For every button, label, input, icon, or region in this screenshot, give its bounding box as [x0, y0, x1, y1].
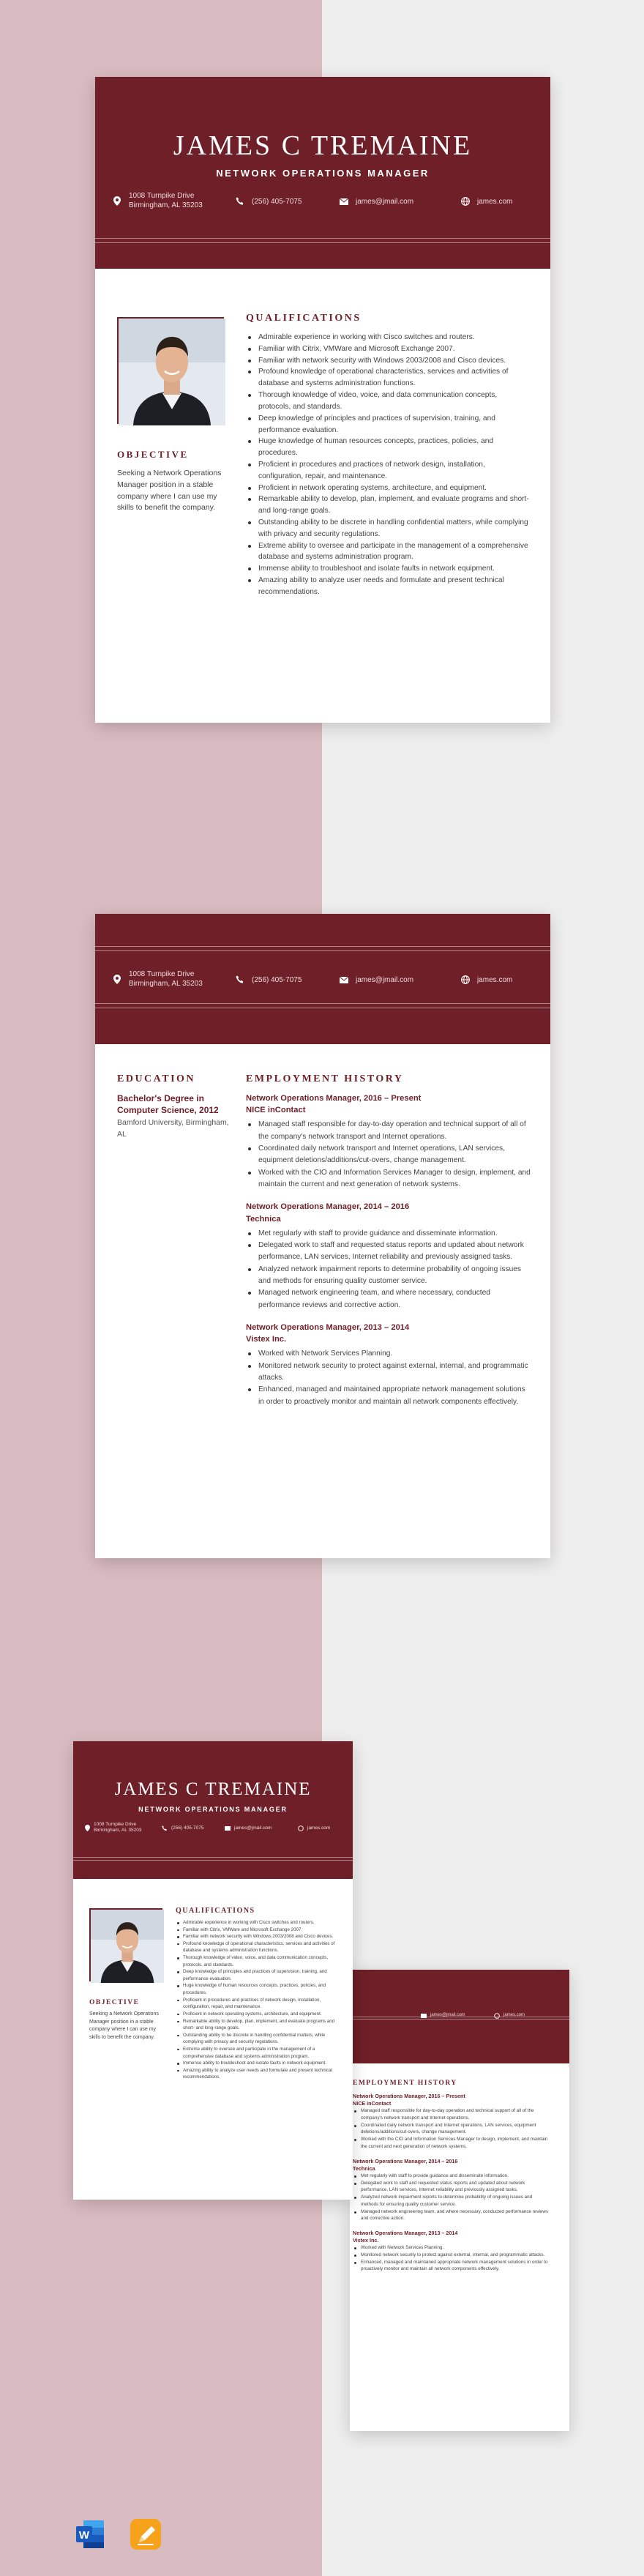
education-heading: EDUCATION — [117, 1073, 196, 1084]
list-item: Admirable experience in working with Cisco switches and routers. — [246, 332, 531, 343]
globe-icon — [460, 196, 471, 207]
job-entry — [353, 2158, 550, 2222]
phone — [234, 196, 302, 207]
resume-header — [350, 1970, 569, 2063]
objective-heading: OBJECTIVE — [117, 449, 189, 460]
education-degree: Bachelor's Degree in Computer Science, 2012 — [117, 1093, 219, 1116]
list-item: Monitored network security to protect against external, internal, and programmatic attacks. — [353, 2252, 550, 2259]
job-entry — [246, 1092, 531, 1191]
website-text: james.com — [503, 2013, 525, 2018]
objective-heading: OBJECTIVE — [89, 1999, 140, 2006]
list-item: Huge knowledge of human resources concepts, practices, policies, and procedures. — [246, 436, 531, 459]
job-bullets — [353, 2107, 550, 2151]
address — [111, 191, 203, 210]
qualifications-heading: QUALIFICATIONS — [246, 313, 362, 324]
resume-name: JAMES C TREMAINE — [114, 1779, 312, 1799]
location-pin-icon — [111, 973, 123, 985]
job-bullets — [246, 1228, 531, 1311]
envelope-icon — [338, 196, 350, 207]
job-company: Vistex Inc. — [353, 2237, 379, 2244]
address — [111, 969, 203, 989]
email-text: james@jmail.com — [234, 1825, 272, 1831]
job-title: Network Operations Manager, 2014 – 2016 — [246, 1202, 410, 1212]
list-item: Proficient in network operating systems, architecture, and equipment. — [176, 2011, 342, 2018]
job-bullets — [246, 1348, 531, 1408]
list-item: Delegated work to staff and requested status reports and updated about network performance, LAN services, Internet reliability and previously assigned tasks. — [246, 1240, 531, 1264]
email[interactable] — [338, 196, 413, 207]
list-item: Outstanding ability to be discrete in handling confidential matters, while complying with privacy and security regulations. — [246, 517, 531, 540]
list-item: Coordinated daily network transport and Internet operations, LAN services, equipment deletions/additions/cut-overs, change management. — [353, 2122, 550, 2137]
qualifications-list — [246, 332, 531, 598]
list-item: Remarkable ability to develop, plan, implement, and evaluate programs and short- and long-range goals. — [176, 2018, 342, 2032]
list-item: Admirable experience in working with Cisco switches and routers. — [176, 1919, 342, 1927]
objective-text: Seeking a Network Operations Manager position in a stable company where I can use my skills to benefit the company. — [117, 469, 222, 513]
list-item: Managed staff responsible for day-to-day operation and technical support of all of the company's network transport and Internet operations. — [353, 2107, 550, 2122]
job-company: Technica — [353, 2164, 375, 2172]
job-title: Network Operations Manager, 2013 – 2014 — [246, 1323, 410, 1332]
objective-section — [117, 449, 227, 514]
resume-page-2 — [95, 914, 550, 1558]
email-text: james@jmail.com — [356, 975, 414, 984]
list-item: Proficient in network operating systems, architecture, and equipment. — [246, 483, 531, 494]
resume-name: JAMES C TREMAINE — [173, 130, 473, 161]
resume-job-title: NETWORK OPERATIONS MANAGER — [138, 1806, 288, 1813]
list-item: Worked with Network Services Planning. — [353, 2244, 550, 2252]
divider — [95, 242, 550, 243]
list-item: Familiar with network security with Windows 2003/2008 and Cisco devices. — [246, 355, 531, 367]
address-line2: Birmingham, AL 35203 — [129, 201, 203, 209]
address-line1: 1008 Turnpike Drive — [129, 970, 195, 978]
list-item: Immense ability to troubleshoot and isolate faults in network equipment. — [176, 2060, 342, 2067]
phone-text: (256) 405-7075 — [252, 975, 302, 984]
qualifications-list — [176, 1919, 342, 2081]
address-line2: Birmingham, AL 35203 — [129, 980, 203, 988]
email[interactable] — [338, 974, 413, 986]
list-item: Managed network engineering team, and where necessary, conducted performance reviews and corrective action. — [246, 1287, 531, 1311]
pages-app-icon[interactable] — [129, 2517, 162, 2551]
job-entry — [353, 2093, 550, 2151]
email — [224, 1825, 272, 1832]
divider — [95, 950, 550, 951]
job-title: Network Operations Manager, 2014 – 2016 — [353, 2157, 458, 2164]
list-item: Coordinated daily network transport and Internet operations, LAN services, equipment deletions/additions/cut-overs, change management. — [246, 1143, 531, 1167]
list-item: Thorough knowledge of video, voice, and data communication concepts, protocols, and standards. — [176, 1954, 342, 1968]
divider — [95, 238, 550, 239]
education-school: Bamford University, Birmingham, AL — [117, 1118, 229, 1139]
list-item: Familiar with Citrix, VMWare and Microsoft Exchange 2007. — [176, 1927, 342, 1934]
job-entry — [246, 1322, 531, 1408]
website-text: james.com — [477, 197, 513, 206]
job-title: Network Operations Manager, 2013 – 2014 — [353, 2230, 458, 2237]
list-item: Managed network engineering team, and where necessary, conducted performance reviews and corrective action. — [353, 2208, 550, 2223]
email-text: james@jmail.com — [356, 197, 414, 206]
list-item: Familiar with network security with Windows 2003/2008 and Cisco devices. — [176, 1933, 342, 1940]
preview-page-2 — [350, 1970, 569, 2431]
phone-icon — [161, 1825, 168, 1832]
envelope-icon — [338, 974, 350, 986]
list-item: Proficient in procedures and practices of network design, installation, configuration, repair, and maintenance. — [176, 1997, 342, 2011]
list-item: Outstanding ability to be discrete in handling confidential matters, while complying with privacy and security regulations. — [176, 2032, 342, 2046]
list-item: Extreme ability to oversee and participate in the management of a comprehensive database and systems administration program. — [176, 2046, 342, 2060]
website[interactable] — [460, 196, 512, 207]
resume-job-title: NETWORK OPERATIONS MANAGER — [216, 168, 430, 179]
website[interactable] — [460, 974, 512, 986]
list-item: Analyzed network impairment reports to determine probability of ongoing issues and methods for ensuring quality customer service. — [353, 2194, 550, 2208]
employment-heading: EMPLOYMENT HISTORY — [246, 1073, 404, 1084]
job-entry — [353, 2230, 550, 2273]
phone-icon — [234, 196, 246, 207]
website-text: james.com — [307, 1825, 331, 1831]
website — [297, 1825, 330, 1832]
website-text: james.com — [477, 975, 513, 984]
divider — [73, 1857, 353, 1858]
employment-section — [246, 1073, 531, 1418]
globe-icon — [460, 974, 471, 986]
list-item: Enhanced, managed and maintained appropriate network management solutions in order to proactively monitor and maintain all network components effectively. — [246, 1384, 531, 1408]
list-item: Familiar with Citrix, VMWare and Microsoft Exchange 2007. — [246, 343, 531, 355]
qualifications-section — [176, 1907, 342, 2081]
location-pin-icon — [111, 195, 123, 206]
list-item: Extreme ability to oversee and participate in the management of a comprehensive database and systems administration program. — [246, 540, 531, 564]
list-item: Profound knowledge of operational characteristics, services and activities of database and systems administration functions. — [246, 366, 531, 390]
list-item: Huge knowledge of human resources concepts, practices, policies, and procedures. — [176, 1982, 342, 1996]
address — [83, 1822, 142, 1834]
profile-photo — [117, 317, 224, 424]
address-line1: 1008 Turnpike Drive — [129, 192, 195, 200]
job-company: Vistex Inc. — [246, 1335, 287, 1344]
job-title: Network Operations Manager, 2016 – Present — [353, 2093, 465, 2099]
resume-page-1 — [95, 77, 550, 723]
envelope-icon — [224, 1825, 231, 1832]
list-item: Amazing ability to analyze user needs and formulate and present technical recommendations. — [176, 2067, 342, 2081]
address-line2: Birmingham, AL 35203 — [94, 1828, 142, 1834]
job-title: Network Operations Manager, 2016 – Present — [246, 1094, 422, 1103]
list-item: Managed staff responsible for day-to-day operation and technical support of all of the company's network transport and Internet operations. — [246, 1119, 531, 1143]
divider — [95, 946, 550, 947]
list-item: Proficient in procedures and practices of network design, installation, configuration, repair, and maintenance. — [246, 459, 531, 483]
objective-text: Seeking a Network Operations Manager position in a stable company where I can use my skills to benefit the company. — [89, 2011, 159, 2040]
job-company: NICE inContact — [353, 2100, 392, 2107]
list-item: Met regularly with staff to provide guidance and disseminate information. — [353, 2173, 550, 2180]
job-entry — [246, 1201, 531, 1311]
list-item: Remarkable ability to develop, plan, implement, and evaluate programs and short- and long-range goals. — [246, 494, 531, 517]
employment-section — [353, 2080, 550, 2280]
list-item: Delegated work to staff and requested status reports and updated about network performance, LAN services, Internet reliability and previously assigned tasks. — [353, 2180, 550, 2195]
list-item: Profound knowledge of operational characteristics, services and activities of database and systems administration functions. — [176, 1940, 342, 1954]
list-item: Amazing ability to analyze user needs and formulate and present technical recommendations. — [246, 575, 531, 598]
phone-icon — [234, 974, 246, 986]
qualifications-section — [246, 313, 531, 598]
job-company: NICE inContact — [246, 1106, 306, 1115]
objective-section — [89, 1999, 162, 2041]
list-item: Monitored network security to protect against external, internal, and programmatic attacks. — [246, 1360, 531, 1385]
divider — [95, 1003, 550, 1004]
email-text: james@jmail.com — [430, 2013, 465, 2018]
list-item: Worked with the CIO and Information Services Manager to design, implement, and maintain the current and next generation of network systems. — [353, 2136, 550, 2151]
qualifications-heading: QUALIFICATIONS — [176, 1907, 255, 1915]
employment-heading: EMPLOYMENT HISTORY — [353, 2080, 457, 2087]
address-line1: 1008 Turnpike Drive — [94, 1822, 137, 1827]
divider — [350, 2019, 569, 2020]
job-company: Technica — [246, 1214, 281, 1224]
location-pin-icon — [83, 1824, 91, 1831]
job-bullets — [353, 2173, 550, 2222]
phone — [234, 974, 302, 986]
list-item: Deep knowledge of principles and practices of supervision, training, and performance evaluation. — [246, 413, 531, 436]
list-item: Deep knowledge of principles and practices of supervision, training, and performance evaluation. — [176, 1968, 342, 1982]
resume-header — [95, 914, 550, 1044]
resume-header — [73, 1741, 353, 1879]
word-app-letter: W — [78, 2529, 90, 2542]
phone-text: (256) 405-7075 — [171, 1825, 204, 1831]
list-item: Thorough knowledge of video, voice, and data communication concepts, protocols, and standards. — [246, 390, 531, 413]
list-item: Met regularly with staff to provide guidance and disseminate information. — [246, 1228, 531, 1240]
resume-header — [95, 77, 550, 269]
divider — [73, 1860, 353, 1861]
job-bullets — [353, 2244, 550, 2273]
list-item: Immense ability to troubleshoot and isolate faults in network equipment. — [246, 563, 531, 575]
list-item: Worked with Network Services Planning. — [246, 1348, 531, 1360]
education-section — [117, 1073, 234, 1140]
phone — [161, 1825, 203, 1832]
preview-page-1 — [73, 1741, 353, 2200]
list-item: Analyzed network impairment reports to determine probability of ongoing issues and methods for ensuring quality customer service. — [246, 1264, 531, 1288]
list-item: Worked with the CIO and Information Services Manager to design, implement, and maintain the current and next generation of network systems. — [246, 1167, 531, 1191]
profile-photo — [89, 1908, 162, 1981]
list-item: Enhanced, managed and maintained appropriate network management solutions in order to proactively monitor and maintain all network components effectively. — [353, 2259, 550, 2274]
word-app-icon[interactable] — [73, 2517, 107, 2551]
globe-icon — [297, 1825, 304, 1832]
job-bullets — [246, 1119, 531, 1191]
phone-text: (256) 405-7075 — [252, 197, 302, 206]
